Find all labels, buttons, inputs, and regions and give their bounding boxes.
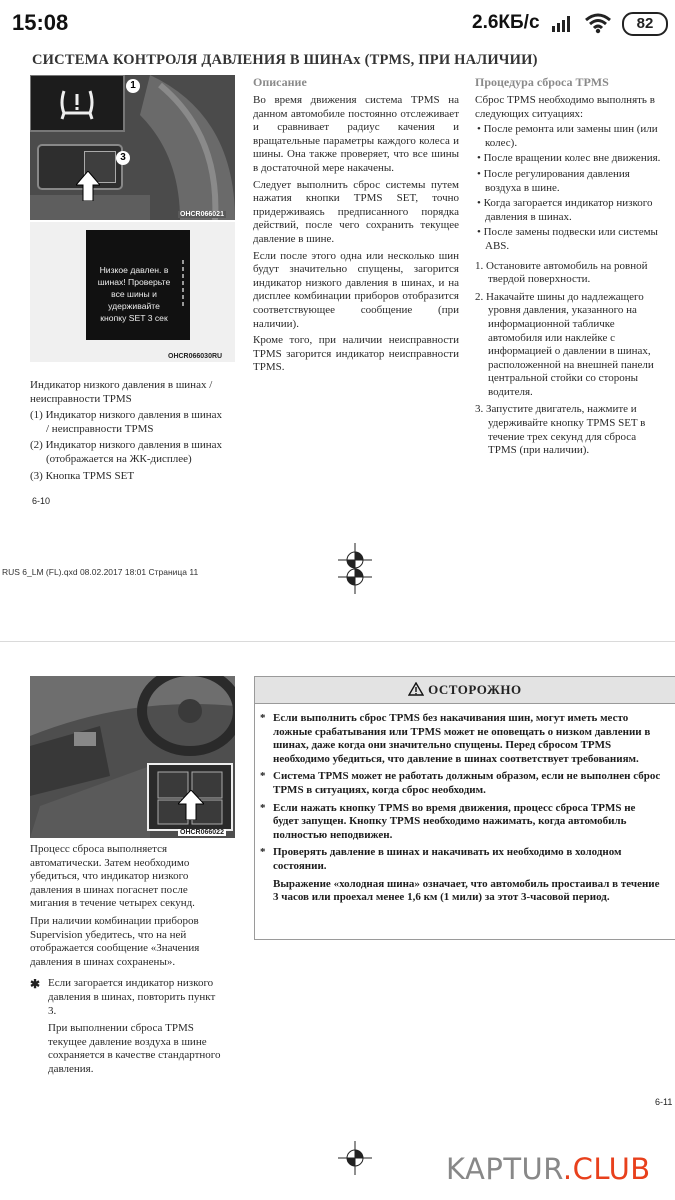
- caption-item-2: (2) Индикатор низкого давления в шинах (отображается на ЖК-дисплее): [30, 439, 223, 465]
- figure1-code: OHCR066021: [180, 211, 224, 218]
- registration-mark-icon: [338, 560, 372, 594]
- note-1: Если загорается индикатор низкого давления в шинах, повторить пункт 3.: [48, 977, 216, 1017]
- figure-tpms-button-location: [30, 676, 235, 838]
- watermark-logo: [446, 1152, 651, 1186]
- battery-icon: 82: [622, 12, 668, 36]
- watermark-part1: KAPTUR: [446, 1152, 563, 1186]
- arrow-up-icon: [76, 171, 100, 201]
- reset-bullet: • После вращении колес вне движения.: [477, 152, 661, 165]
- figure2-code: OHCR066030RU: [168, 353, 223, 360]
- lcd-screen: [86, 230, 190, 340]
- registration-mark-icon: [338, 1141, 372, 1175]
- page2-p1: Процесс сброса выполняется автоматически. Затем необходимо убедиться, что индикатор низкого давления в шинах погаснет после мигания в течение четырех секунд.: [30, 843, 195, 910]
- reset-intro: Сброс TPMS необходимо выполнять в следующих ситуациях:: [475, 94, 655, 120]
- warning-header: [255, 677, 675, 704]
- note-2: При выполнении сброса TPMS текущее давление воздуха в шине сохраняется в качестве стандартного давления.: [48, 1022, 221, 1075]
- reset-step-3: 3. Запустите двигатель, нажмите и удерживайте кнопку TPMS SET в течение трех секунд для сброса TPMS (при наличии).: [475, 403, 646, 457]
- lcd-message: Низкое давлен. в шинах! Проверьте все шины и удерживайте кнопку SET 3 сек: [97, 265, 171, 323]
- warning-box: [254, 676, 675, 940]
- reset-step-2: 2. Накачайте шины до надлежащего уровня давления, указанного на информационной табличке автомобиля или наклейке с информацией о давлении в шинах, расположенной на внешней панели центральной стойки со стороны водителя.: [475, 290, 654, 398]
- reset-bullet: • После замены подвески или системы ABS.: [477, 226, 658, 252]
- reset-bullet: • После регулирования давления воздуха в шине.: [477, 167, 630, 194]
- description-p4: Кроме того, при наличии неисправности TPMS загорится индикатор неисправности TPMS.: [253, 334, 459, 374]
- figure-tpms-indicator: [30, 75, 235, 220]
- description-p1: Во время движения система TPMS на данном автомобиле постоянно отслеживает и сравнивает радиус качения и вращательные параметры каждого колеса и шины. Она также проверяет, что все шины в достаточной мере накачены.: [253, 94, 459, 174]
- arrow-up-icon: [178, 790, 204, 820]
- status-time: 15:08: [12, 10, 69, 35]
- caption-item-3: (3) Кнопка TPMS SET: [30, 469, 135, 482]
- signal-icon: [552, 14, 574, 32]
- status-bar: [0, 0, 675, 46]
- callout-3: 3: [116, 151, 130, 165]
- caption-item-1: (1) Индикатор низкого давления в шинах / неисправности TPMS: [30, 409, 223, 435]
- page2-left-text: [30, 843, 225, 1077]
- lcd-scrollbar: [182, 260, 184, 308]
- warning-item: * Проверять давление в шинах и накачивать их необходимо в холодном состоянии.: [260, 846, 622, 872]
- figure-lcd-message: [30, 222, 235, 362]
- reset-heading: Процедура сброса TPMS: [475, 75, 609, 89]
- dashboard-illustration: [30, 676, 235, 838]
- wifi-icon: [584, 12, 612, 34]
- page-number-left: 6-10: [32, 496, 51, 506]
- warning-item: * Система TPMS может не работать должным образом, если не выполнен сброс TPMS в ситуациях, когда сброс необходим.: [260, 770, 661, 796]
- warning-item: * Если нажать кнопку TPMS во время движения, процесс сброса TPMS не будет запущен. Кнопку TPMS необходимо нажимать, когда автомобиль полностью неподвижен.: [260, 801, 636, 841]
- description-section: [253, 75, 459, 375]
- page-number-right: 6-11: [655, 1097, 673, 1107]
- page-title: СИСТЕМА КОНТРОЛЯ ДАВЛЕНИЯ В ШИНАх (TPMS, ПРИ НАЛИЧИИ): [32, 52, 538, 68]
- warning-title: ОСТОРОЖНО: [428, 682, 522, 697]
- description-p3: Если после этого одна или несколько шин будут значительно спущены, загорится индикатор низкого давления в шинах, и на дисплее комбинации приборов отобразится соответствующее сообщение (при наличии).: [253, 249, 459, 330]
- page2-p2: При наличии комбинации приборов Supervision убедитесь, что на ней отображается сообщение «Значения давления в шинах сохранены».: [30, 914, 200, 968]
- reset-procedure-section: [475, 75, 665, 462]
- reset-step-1: 1. Остановите автомобиль на ровной твердой поверхности.: [475, 259, 648, 286]
- description-p2: Следует выполнить сброс системы путем нажатия кнопки TPMS SET, точно придерживаясь предписанного порядка действий, после чего сохранить текущее давление в шине.: [253, 178, 459, 245]
- warning-item: * Если выполнить сброс TPMS без накачивания шин, могут иметь место ложные срабатывания или TPMS может не оповещать о низком давлении в шинах, даже когда они значительно спущены. Перед сбросом TPMS необходимо убедиться, что давление в шинах соответствует требованиям.: [260, 712, 651, 765]
- warning-triangle-icon: [408, 682, 424, 696]
- warning-cold-tire-note: Выражение «холодная шина» означает, что автомобиль простаивал в течение 3 часов или проехал менее 1,6 км (1 мили) за этот 3-часовой период.: [273, 877, 660, 904]
- page-separator: [0, 641, 675, 642]
- tpms-warning-icon: [58, 85, 96, 121]
- warning-body: [255, 704, 675, 905]
- reset-bullet: • После ремонта или замены шин (или колес).: [477, 123, 658, 149]
- watermark-part2: .CLUB: [562, 1152, 651, 1186]
- print-footer: RUS 6_LM (FL).qxd 08.02.2017 18:01 Страница 11: [2, 567, 199, 577]
- note-marker: ✱: [30, 977, 41, 992]
- figure3-code: OHCR066022: [180, 829, 224, 836]
- description-heading: Описание: [253, 75, 307, 89]
- caption-main: Индикатор низкого давления в шинах / неисправности TPMS: [30, 379, 213, 405]
- reset-bullet: • Когда загорается индикатор низкого давления в шинах.: [477, 197, 653, 223]
- figure-captions: [30, 368, 226, 483]
- note-block: [30, 977, 225, 1076]
- network-speed: 2.6КБ/с: [472, 12, 540, 33]
- callout-1: 1: [126, 79, 140, 93]
